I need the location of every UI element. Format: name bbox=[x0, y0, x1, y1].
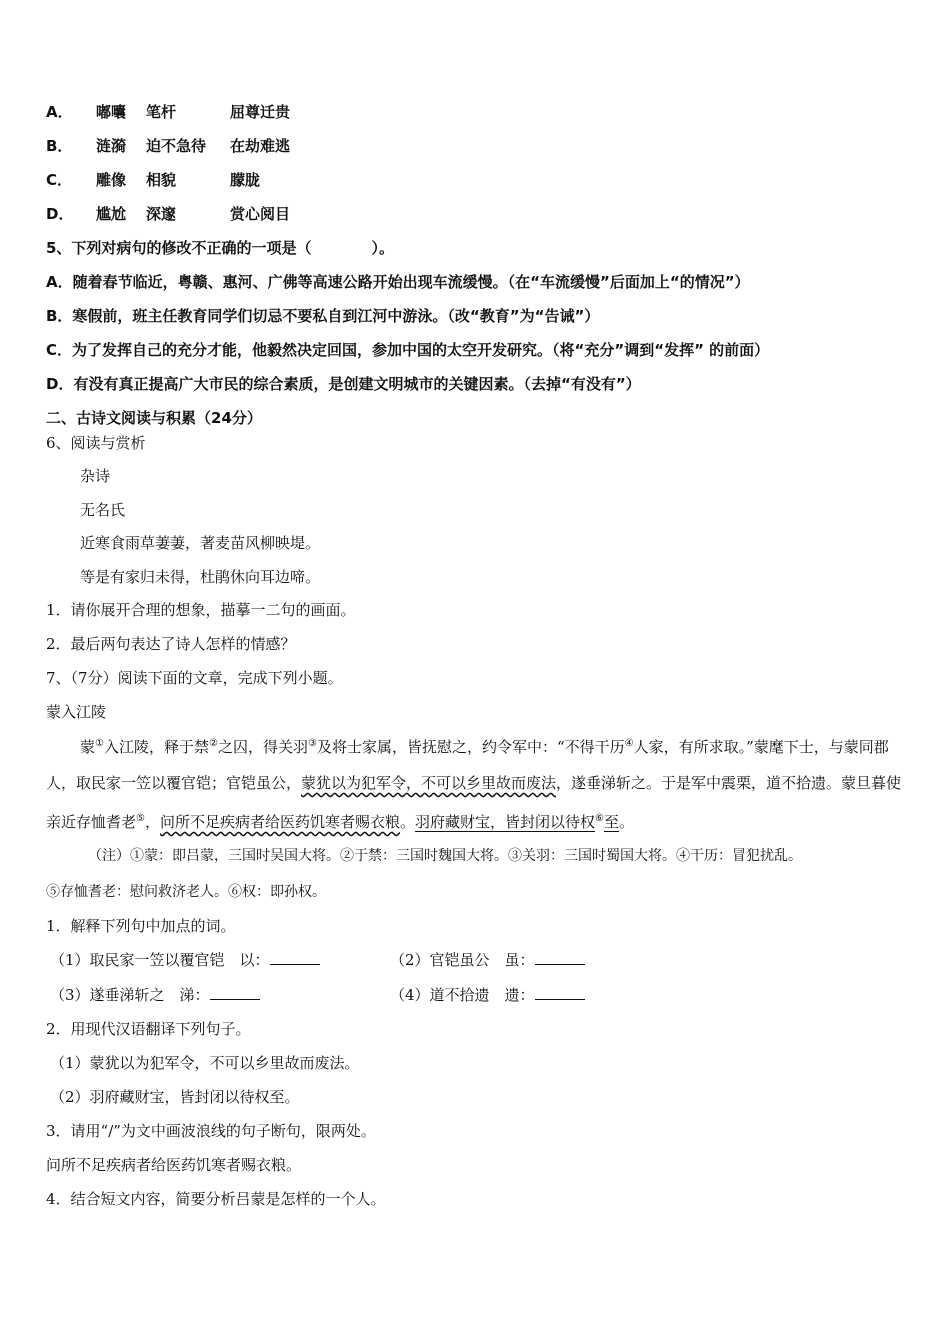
footnote-marker: ⑥ bbox=[595, 813, 605, 824]
option-word: 迫不急待 bbox=[146, 137, 207, 155]
q4-option-a bbox=[46, 102, 290, 122]
q7-sub1-item bbox=[50, 950, 320, 970]
note-line: ⑤存恤耆老：慰问救济老人。⑥权：即孙权。 bbox=[46, 884, 326, 900]
q7-stem: 7、（7分）阅读下面的文章，完成下列小题。 bbox=[46, 669, 343, 687]
item-text: （4）道不拾遗 遗： bbox=[390, 986, 535, 1004]
q7-sub2-item: （1）蒙犹以为犯军令，不可以乡里故而废法。 bbox=[50, 1054, 360, 1072]
poem-line: 近寒食雨草萋萋，著麦苗风柳映堤。 bbox=[80, 534, 321, 552]
option-word: 尴尬 bbox=[96, 205, 127, 223]
q4-option-c bbox=[46, 170, 260, 190]
item-text: （3）遂垂涕斩之 涕： bbox=[50, 986, 210, 1004]
option-word: 深邃 bbox=[146, 205, 177, 223]
option-word: 屈尊迁贵 bbox=[230, 103, 291, 121]
option-letter: A． bbox=[46, 103, 73, 121]
poem-line: 等是有家归未得，杜鹃休向耳边啼。 bbox=[80, 568, 321, 586]
option-word: 赏心阅目 bbox=[230, 205, 291, 223]
passage-text: 及将士家属，皆抚慰之，约令军中：“不得干历 bbox=[316, 738, 625, 756]
q7-sub2-stem: 2．用现代汉语翻译下列句子。 bbox=[46, 1020, 251, 1038]
passage-text: ， bbox=[144, 813, 160, 831]
footnote-marker: ④ bbox=[624, 738, 634, 749]
passage-paragraph bbox=[46, 726, 916, 840]
q4-option-d bbox=[46, 204, 290, 224]
wavy-underlined-sentence: 问所不足疾病者给医药饥寒者赐衣粮 bbox=[160, 813, 401, 831]
q6-sub2: 2．最后两句表达了诗人怎样的情感？ bbox=[46, 635, 296, 653]
answer-blank[interactable] bbox=[535, 950, 585, 965]
passage-text: 。 bbox=[400, 813, 416, 831]
option-word: 在劫难逃 bbox=[230, 137, 291, 155]
q7-sub1-item bbox=[50, 985, 260, 1005]
passage-text: 。 bbox=[619, 813, 635, 831]
q5-option-b: B．寒假前，班主任教育同学们切忌不要私自到江河中游泳。（改“教育”为“告诫”） bbox=[46, 307, 600, 325]
passage-title: 蒙入江陵 bbox=[46, 703, 107, 721]
option-letter: D． bbox=[46, 205, 74, 223]
poem-author: 无名氏 bbox=[80, 501, 126, 519]
q7-sub1-item bbox=[390, 985, 585, 1005]
option-word: 相貌 bbox=[146, 171, 177, 189]
underlined-sentence: 羽府藏财宝，皆封闭以待权 bbox=[415, 813, 596, 831]
passage-text: ，遂垂涕斩之。于是军中震栗，道不拾遗。蒙旦暮使亲近存恤耆老 bbox=[46, 774, 902, 831]
poem-title: 杂诗 bbox=[80, 467, 111, 485]
wavy-underlined-sentence: 蒙犹以为犯军令，不可以乡里故而废法 bbox=[301, 774, 557, 792]
q7-sub1-item bbox=[390, 950, 585, 970]
q7-sub4-stem: 4．结合短文内容，简要分析吕蒙是怎样的一个人。 bbox=[46, 1190, 386, 1208]
passage-text: 之囚，得关羽 bbox=[217, 738, 308, 756]
passage-text: 人家，有所求取。”蒙麾下士，与蒙同郡人，取民家一笠以覆官铠；官铠虽公， bbox=[46, 738, 889, 792]
q7-sub2-item: （2）羽府藏财宝，皆封闭以待权至。 bbox=[50, 1088, 300, 1106]
answer-blank[interactable] bbox=[535, 985, 585, 1000]
option-word: 涟漪 bbox=[96, 137, 127, 155]
underlined-sentence: 至 bbox=[604, 813, 620, 831]
answer-blank[interactable] bbox=[270, 950, 320, 965]
option-word: 朦胧 bbox=[230, 171, 261, 189]
option-letter: C． bbox=[46, 171, 73, 189]
section-title: 二、古诗文阅读与积累（24分） bbox=[46, 409, 262, 427]
passage-text: 入江陵，释于禁 bbox=[103, 738, 209, 756]
q5-stem: 5、下列对病句的修改不正确的一项是（ ）。 bbox=[46, 239, 394, 257]
footnote-marker: ⑤ bbox=[136, 813, 145, 824]
q7-sub3-sentence: 问所不足疾病者给医药饥寒者赐衣粮。 bbox=[46, 1156, 302, 1174]
option-word: 笔杆 bbox=[146, 103, 177, 121]
footnote-marker: ③ bbox=[307, 738, 317, 749]
q5-option-c: C．为了发挥自己的充分才能，他毅然决定回国，参加中国的太空开发研究。（将“充分”调到“发挥” 的前面） bbox=[46, 341, 770, 359]
option-word: 嘟囔 bbox=[96, 103, 127, 121]
q5-option-a: A．随着春节临近，粤赣、惠河、广佛等高速公路开始出现车流缓慢。（在“车流缓慢”后面加上“的情况”） bbox=[46, 273, 750, 291]
item-text: （2）官铠虽公 虽： bbox=[390, 951, 535, 969]
option-word: 雕像 bbox=[96, 171, 127, 189]
q5-option-d: D．有没有真正提高广大市民的综合素质，是创建文明城市的关键因素。（去掉“有没有”） bbox=[46, 375, 641, 393]
q6-sub1: 1．请你展开合理的想象，描摹一二句的画面。 bbox=[46, 601, 356, 619]
q7-sub3-stem: 3．请用“/”为文中画波浪线的句子断句，限两处。 bbox=[46, 1122, 376, 1140]
q7-sub1-stem: 1．解释下列句中加点的词。 bbox=[46, 917, 236, 935]
q4-option-b bbox=[46, 136, 290, 156]
answer-blank[interactable] bbox=[210, 985, 260, 1000]
note-line: （注）①蒙：即吕蒙，三国时吴国大将。②于禁：三国时魏国大将。③关羽：三国时蜀国大将。④干历：冒犯扰乱。 bbox=[88, 848, 802, 864]
passage-text: 蒙 bbox=[80, 738, 96, 756]
q6-stem: 6、阅读与赏析 bbox=[46, 434, 146, 452]
footnote-marker: ② bbox=[209, 738, 218, 749]
footnote-marker: ① bbox=[95, 738, 104, 749]
item-text: （1）取民家一笠以覆官铠 以： bbox=[50, 951, 270, 969]
option-letter: B． bbox=[46, 137, 73, 155]
